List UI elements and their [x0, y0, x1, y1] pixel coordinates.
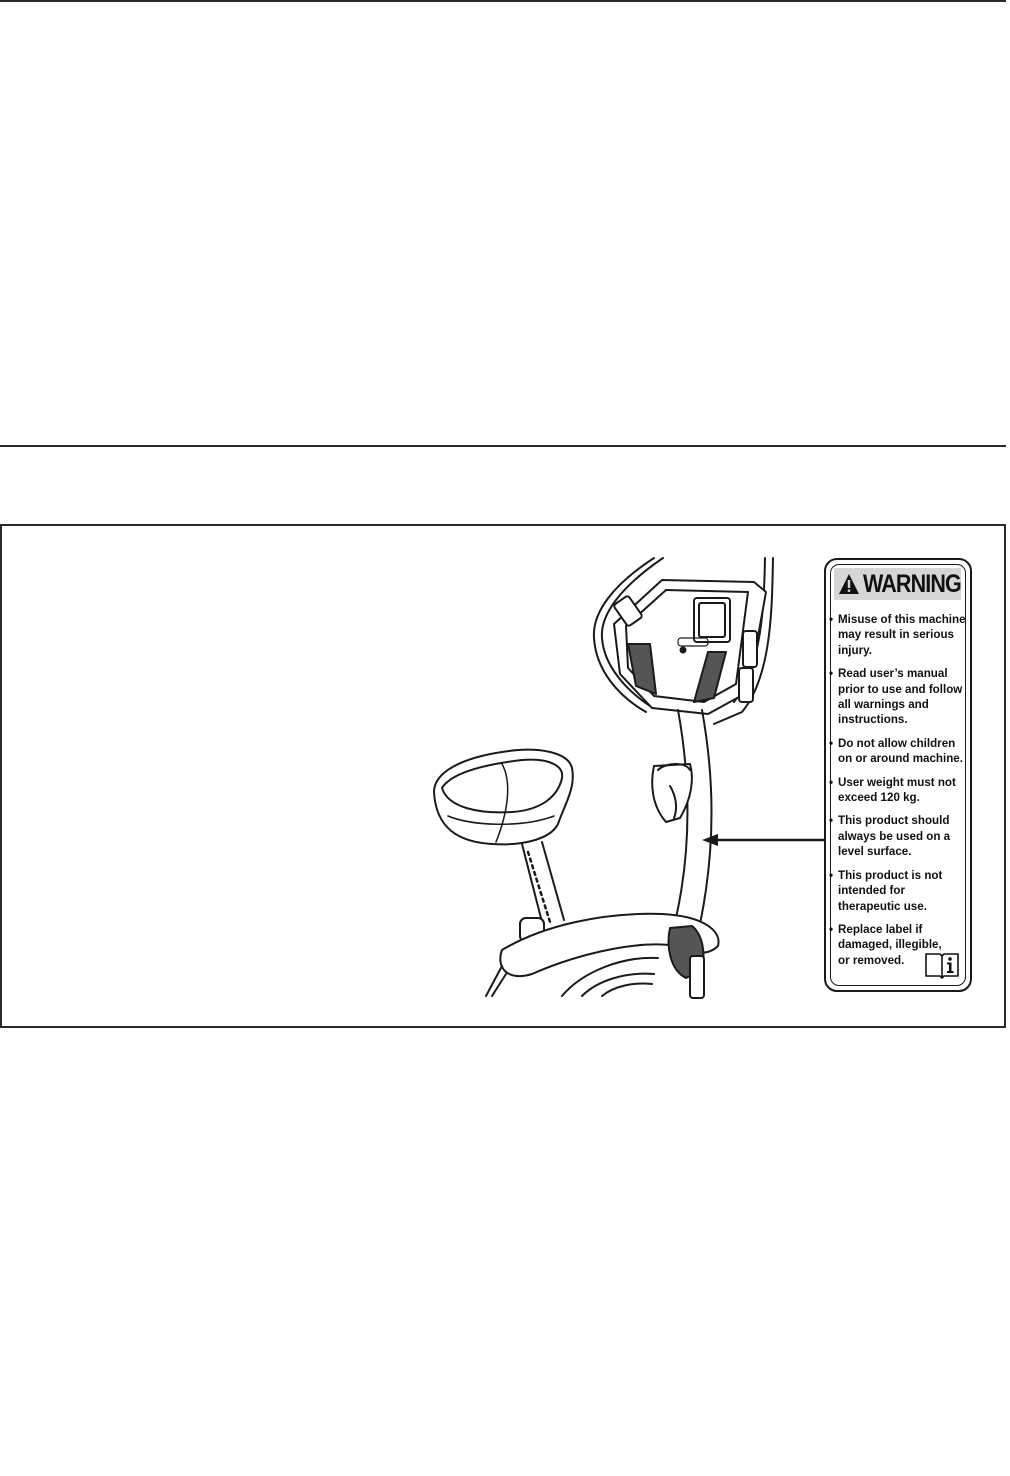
- warning-label: [824, 558, 972, 992]
- warning-item: • This product is not intended for therapeutic use.: [829, 868, 943, 913]
- warning-item: • Replace label if damaged, illegible, or removed.: [829, 922, 942, 967]
- warning-item: • Read user’s manual prior to use and follow all warnings and instructions.: [829, 667, 963, 727]
- warning-label-figure: [0, 524, 1006, 1028]
- warning-list: [829, 612, 969, 976]
- top-rule: [0, 0, 1006, 2]
- section-divider: [0, 445, 1006, 447]
- warning-item: • Do not allow children on or around machine.: [829, 736, 963, 766]
- warning-header: [834, 568, 961, 600]
- warning-triangle-icon: [838, 573, 860, 595]
- warning-item: • Misuse of this machine may result in serious injury.: [829, 613, 966, 657]
- warning-title: WARNING: [863, 569, 961, 598]
- warning-item: • User weight must not exceed 120 kg.: [829, 775, 956, 805]
- warning-item: • This product should always be used on a level surface.: [829, 814, 951, 859]
- manual-info-icon: [924, 950, 960, 980]
